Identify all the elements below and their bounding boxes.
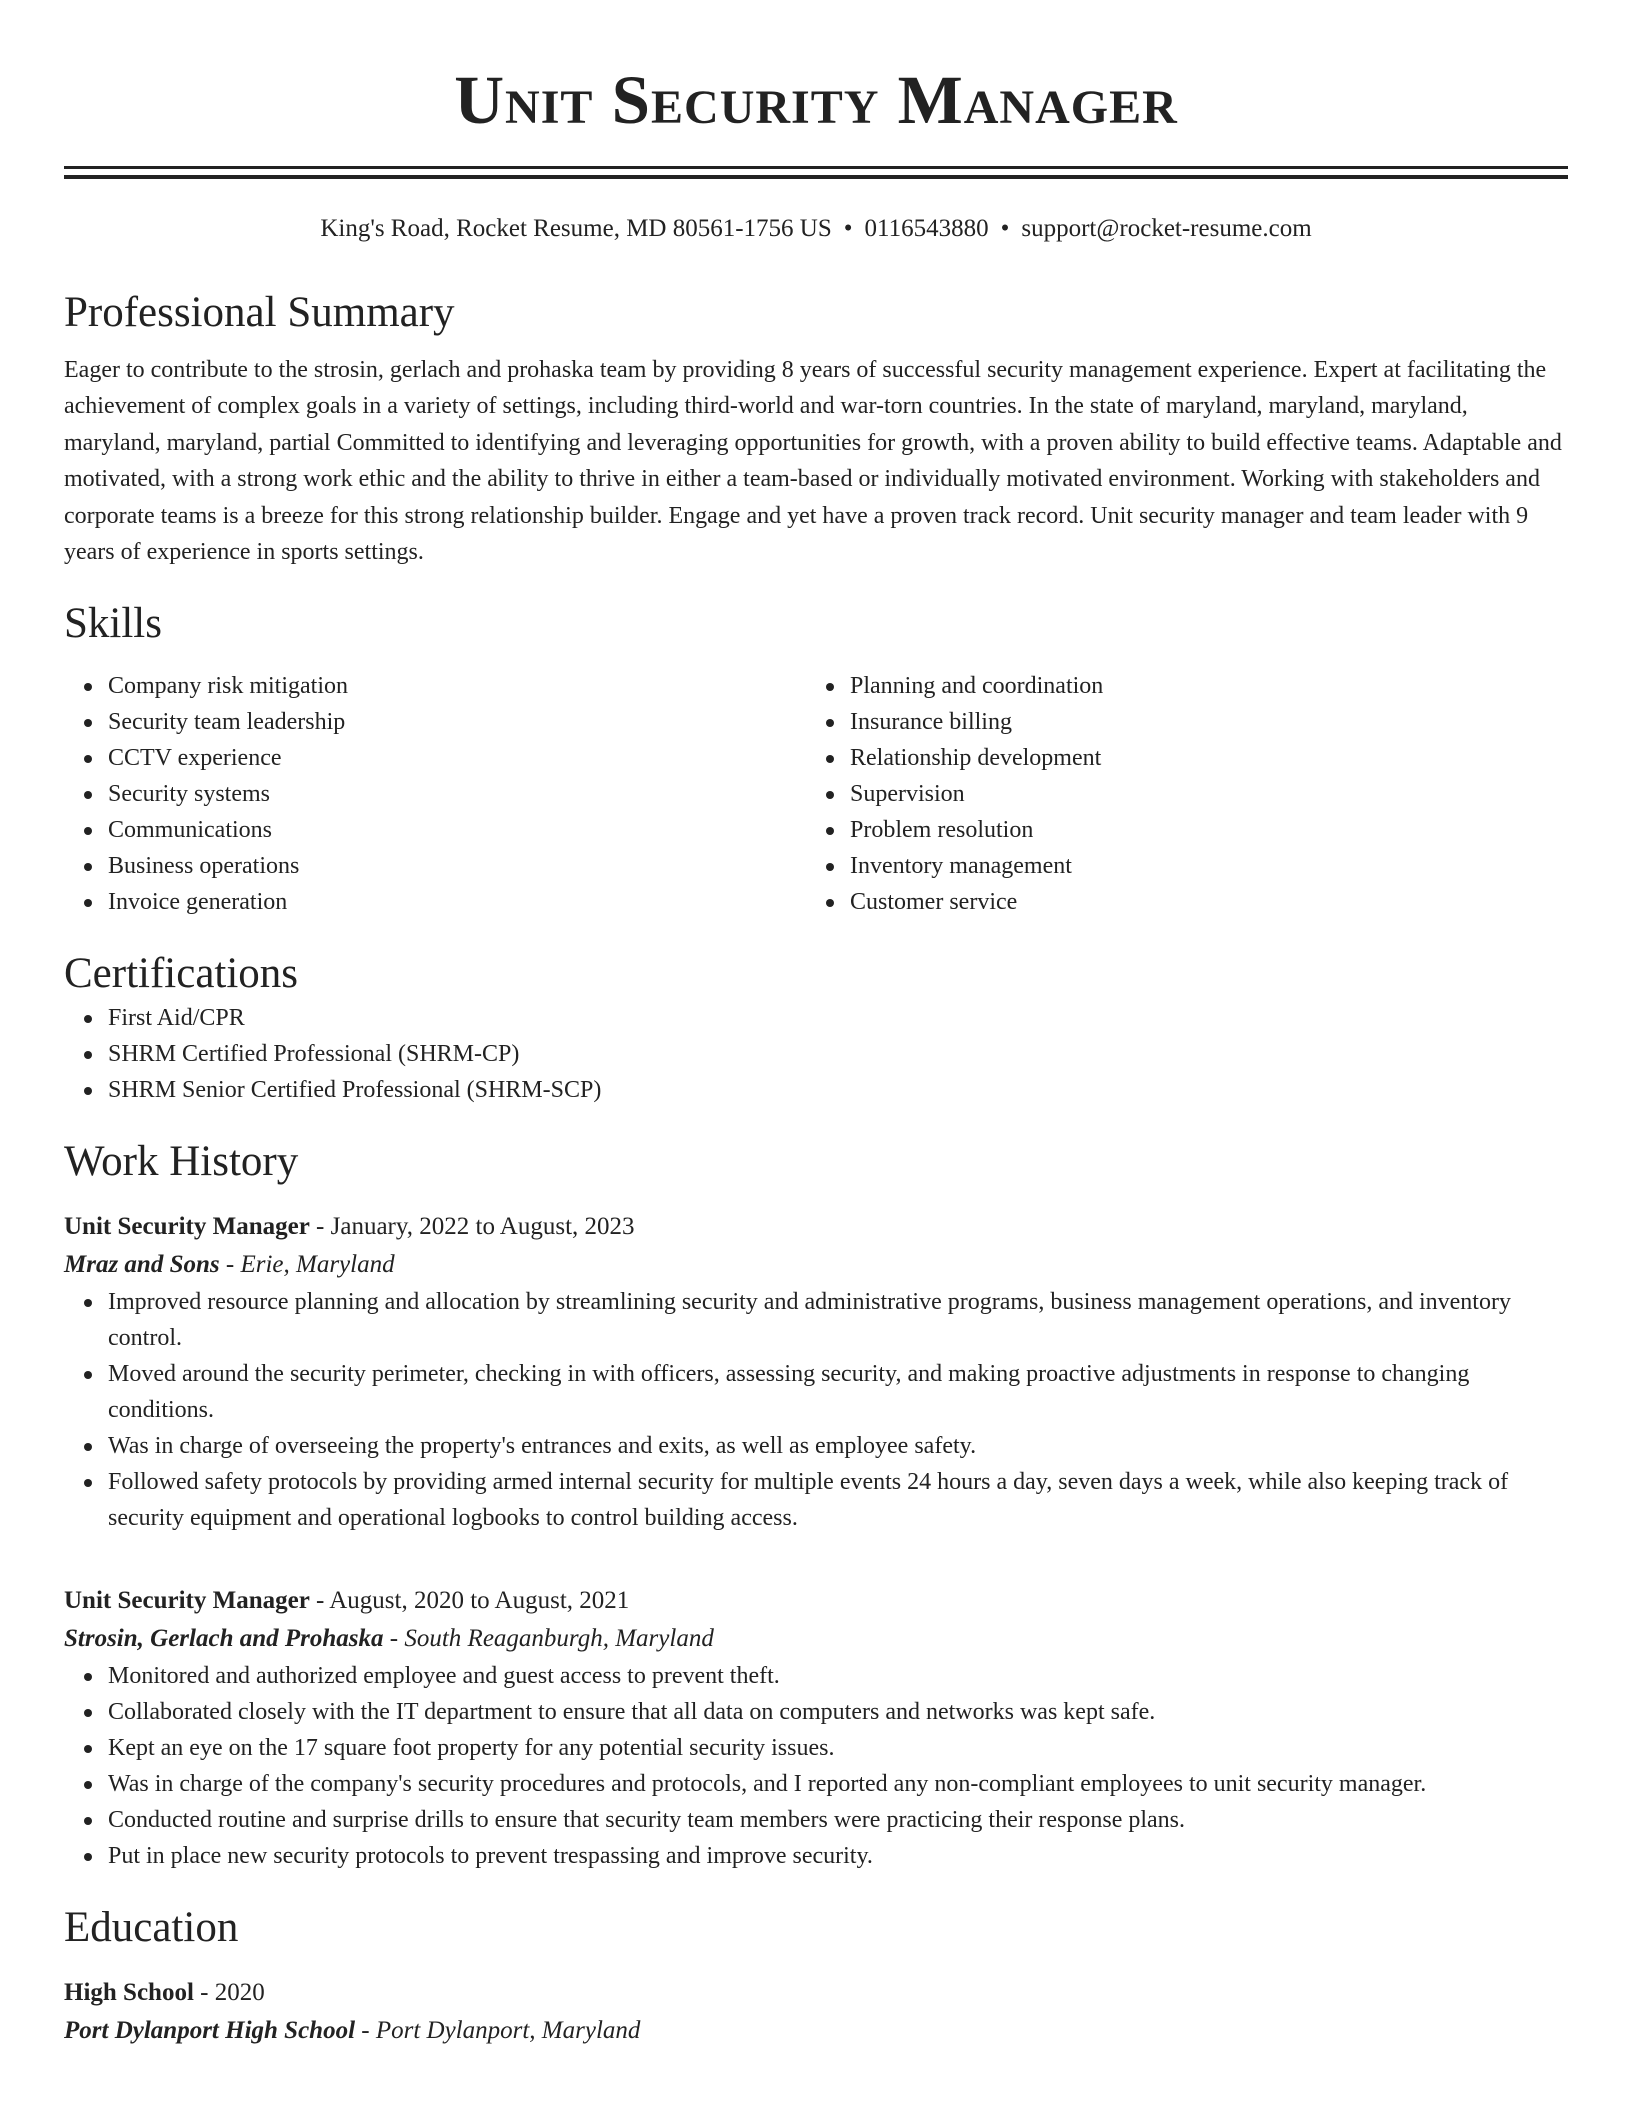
job-duty-item: Conducted routine and surprise drills to ensure that security team members were practicing their response plans. — [108, 1802, 1568, 1838]
skill-item: Security team leadership — [108, 704, 806, 740]
divider-line-top — [64, 166, 1568, 169]
skill-item: Supervision — [850, 776, 1548, 812]
skill-item: Communications — [108, 812, 806, 848]
contact-separator: • — [843, 215, 853, 242]
job-entry — [64, 1582, 1568, 1874]
contact-separator: • — [1000, 215, 1010, 242]
education-location: - Port Dylanport, Maryland — [355, 2017, 641, 2045]
job-title: Unit Security Manager — [64, 1587, 310, 1615]
job-duty-item: Improved resource planning and allocation by streamlining security and administrative programs, business management operations, and inventory control. — [108, 1284, 1568, 1356]
skills-column-right — [806, 668, 1548, 920]
job-duty-item: Collaborated closely with the IT department to ensure that all data on computers and networks was kept safe. — [108, 1694, 1568, 1730]
job-duty-item: Was in charge of overseeing the property's entrances and exits, as well as employee safety. — [108, 1428, 1568, 1464]
job-dates: - August, 2020 to August, 2021 — [309, 1587, 630, 1615]
job-company-line — [64, 1246, 1568, 1284]
skill-item: Inventory management — [850, 848, 1548, 884]
skill-item: Company risk mitigation — [108, 668, 806, 704]
job-duty-item: Followed safety protocols by providing armed internal security for multiple events 24 hours a day, seven days a week, while also keeping track of security equipment and operational logbooks to control building access. — [108, 1464, 1568, 1536]
skills-grid — [64, 668, 1568, 920]
skill-item: Planning and coordination — [850, 668, 1548, 704]
job-duty-item: Was in charge of the company's security procedures and protocols, and I reported any non-compliant employees to unit security manager. — [108, 1766, 1568, 1802]
skill-item: Security systems — [108, 776, 806, 812]
work-history-heading: Work History — [64, 1138, 299, 1186]
summary-text: Eager to contribute to the strosin, gerlach and prohaska team by providing 8 years of successful security management experience. Expert at facilitating the achievement of complex goals in a variety of settings, including third-world and war-torn countries. In the state of maryland, maryland, maryland, maryland, maryland, partial Committed to identifying and leveraging opportunities for growth, with a proven ability to build effective teams. Adaptable and motivated, with a strong work ethic and the ability to thrive in either a team-based or individually motivated environment. Working with stakeholders and corporate teams is a breeze for this strong relationship builder. Engage and yet have a proven track record. Unit security manager and team leader with 9 years of experience in sports settings. — [64, 357, 1562, 566]
education-school-line — [64, 2012, 1568, 2050]
skill-item: Invoice generation — [108, 884, 806, 920]
skill-item: Insurance billing — [850, 704, 1548, 740]
certifications-list — [64, 1000, 1568, 1108]
skills-column-left — [64, 668, 806, 920]
job-location: - South Reaganburgh, Maryland — [383, 1625, 714, 1653]
job-entry — [64, 1208, 1568, 1536]
education-school: Port Dylanport High School — [64, 2017, 356, 2045]
certifications-heading: Certifications — [64, 950, 299, 998]
contact-address: King's Road, Rocket Resume, MD 80561-1756 US — [320, 215, 832, 242]
skills-heading: Skills — [64, 600, 162, 648]
job-duties-list — [64, 1284, 1568, 1536]
job-duties-list — [64, 1658, 1568, 1874]
resume-title: Unit Security Manager — [454, 62, 1178, 138]
skill-item: CCTV experience — [108, 740, 806, 776]
skill-item: Business operations — [108, 848, 806, 884]
job-company: Strosin, Gerlach and Prohaska — [64, 1625, 384, 1653]
education-heading: Education — [64, 1904, 239, 1952]
skills-list-left — [64, 668, 806, 920]
skill-item: Relationship development — [850, 740, 1548, 776]
contact-email: support@rocket-resume.com — [1021, 215, 1312, 242]
skills-list-right — [806, 668, 1548, 920]
certification-item: SHRM Certified Professional (SHRM-CP) — [108, 1036, 1568, 1072]
job-location: - Erie, Maryland — [219, 1251, 395, 1279]
education-degree: High School — [64, 1979, 194, 2007]
job-title-line — [64, 1208, 1568, 1246]
job-duty-item: Monitored and authorized employee and guest access to prevent theft. — [108, 1658, 1568, 1694]
divider-line-bottom — [64, 175, 1568, 179]
certification-item: First Aid/CPR — [108, 1000, 1568, 1036]
skill-item: Problem resolution — [850, 812, 1548, 848]
education-entry — [64, 1974, 1568, 2050]
job-duty-item: Put in place new security protocols to prevent trespassing and improve security. — [108, 1838, 1568, 1874]
job-dates: - January, 2022 to August, 2023 — [309, 1213, 635, 1241]
job-duty-item: Moved around the security perimeter, checking in with officers, assessing security, and making proactive adjustments in response to changing conditions. — [108, 1356, 1568, 1428]
certification-item: SHRM Senior Certified Professional (SHRM-SCP) — [108, 1072, 1568, 1108]
job-company: Mraz and Sons — [64, 1251, 220, 1279]
job-title: Unit Security Manager — [64, 1213, 310, 1241]
contact-info — [64, 213, 1568, 245]
education-degree-line — [64, 1974, 1568, 2012]
contact-phone: 0116543880 — [864, 215, 989, 242]
job-company-line — [64, 1620, 1568, 1658]
job-duty-item: Kept an eye on the 17 square foot property for any potential security issues. — [108, 1730, 1568, 1766]
skill-item: Customer service — [850, 884, 1548, 920]
job-title-line — [64, 1582, 1568, 1620]
education-year: - 2020 — [193, 1979, 265, 2007]
title-divider — [64, 166, 1568, 179]
summary-heading: Professional Summary — [64, 289, 455, 336]
